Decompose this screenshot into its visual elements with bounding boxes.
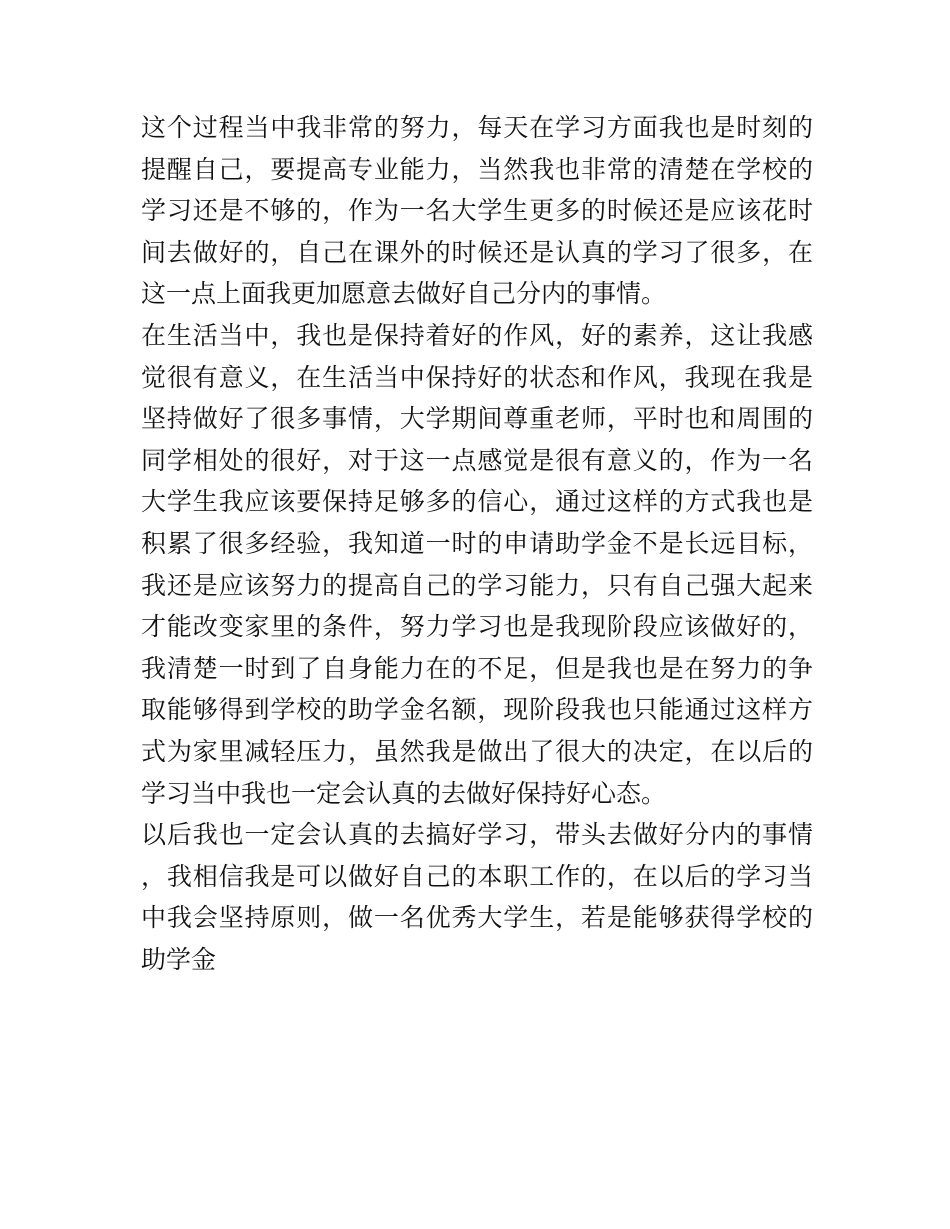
paragraph-future-commitment: 以后我也一定会认真的去搞好学习，带头去做好分内的事情，我相信我是可以做好自己的本职工作的，在以后的学习当中我会坚持原则，做一名优秀大学生，若是能够获得学校的助学金 [141,820,813,974]
paragraph-study-effort: 这个过程当中我非常的努力，每天在学习方面我也是时刻的提醒自己，要提高专业能力，当然我也非常的清楚在学校的学习还是不够的，作为一名大学生更多的时候还是应该花时间去做好的，自己在课外的时候还是认真的学习了很多，在这一点上面我更加愿意去做好自己分内的事情。 [141,113,813,309]
paragraph-daily-life: 在生活当中，我也是保持着好的作风，好的素养，这让我感觉很有意义，在生活当中保持好的状态和作风，我现在我是坚持做好了很多事情，大学期间尊重老师，平时也和周围的同学相处的很好，对于这一点感觉是很有意义的，作为一名大学生我应该要保持足够多的信心，通过这样的方式我也是积累了很多经验，我知道一时的申请助学金不是长远目标，我还是应该努力的提高自己的学习能力，只有自己强大起来才能改变家里的条件，努力学习也是我现阶段应该做好的，我清楚一时到了自身能力在的不足，但是我也是在努力的争取能够得到学校的助学金名额，现阶段我也只能通过这样方式为家里减轻压力，虽然我是做出了很大的决定，在以后的学习当中我也一定会认真的去做好保持好心态。 [141,320,813,808]
document-body [141,107,813,980]
